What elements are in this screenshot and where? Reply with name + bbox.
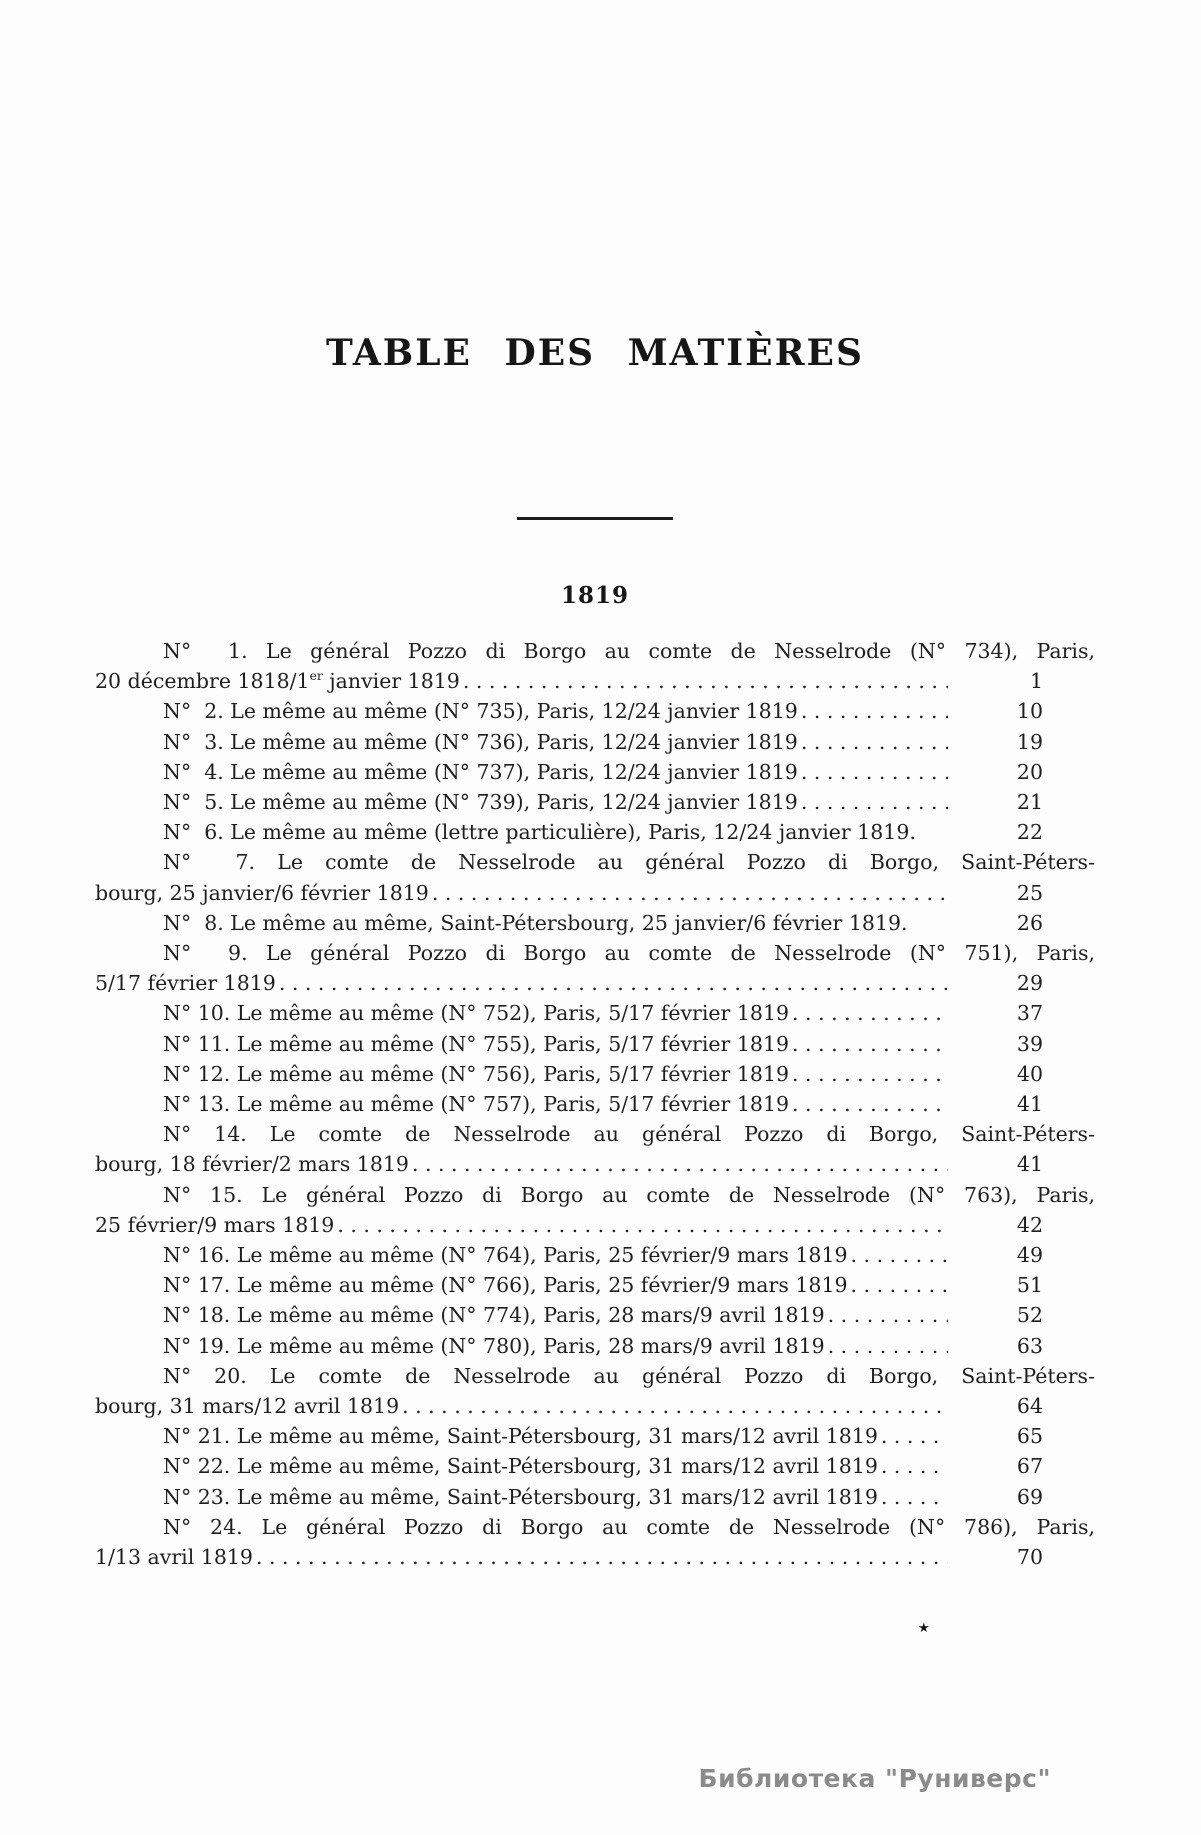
toc-entry-10 bbox=[95, 998, 1095, 1028]
toc-entry-text: N° 5. Le même au même (N° 739), Paris, 12/24 janvier 1819 bbox=[163, 790, 798, 815]
ordinal-superscript: er bbox=[309, 669, 323, 684]
toc-entry-page-number: 40 bbox=[1016, 1061, 1043, 1086]
toc-entry-text: N° 11. Le même au même (N° 755), Paris, 5/17 février 1819 bbox=[163, 1031, 790, 1056]
toc-entry-text: N° 13. Le même au même (N° 757), Paris, 5/17 février 1819 bbox=[163, 1092, 790, 1117]
toc-entry-page-number: 63 bbox=[1016, 1333, 1043, 1358]
toc-entry-4 bbox=[95, 757, 1095, 787]
toc-entry-text: N° 8. Le même au même, Saint-Pétersbourg, 25 janvier/6 février 1819. bbox=[163, 910, 908, 935]
dot-leader bbox=[828, 1331, 948, 1361]
dot-leader bbox=[279, 968, 948, 998]
dot-leader bbox=[801, 757, 948, 787]
dot-leader bbox=[337, 1210, 948, 1240]
dot-leader bbox=[792, 1059, 948, 1089]
toc-entry-text: N° 16. Le même au même (N° 764), Paris, 25 février/9 mars 1819 bbox=[163, 1243, 848, 1268]
dot-leader bbox=[851, 1270, 948, 1300]
dot-leader bbox=[801, 787, 948, 817]
toc-entry-text: N° 18. Le même au même (N° 774), Paris, 28 mars/9 avril 1819 bbox=[163, 1303, 825, 1328]
toc-entry-page-number: 64 bbox=[1016, 1394, 1043, 1419]
toc-entry-12 bbox=[95, 1059, 1095, 1089]
toc-entry-21 bbox=[95, 1421, 1095, 1451]
toc-entry-8 bbox=[95, 908, 1095, 938]
toc-entry-17 bbox=[95, 1270, 1095, 1300]
dot-leader bbox=[828, 1300, 948, 1330]
dot-leader bbox=[801, 727, 948, 757]
toc-entry-text: N° 17. Le même au même (N° 766), Paris, 25 février/9 mars 1819 bbox=[163, 1273, 848, 1298]
toc-entry-continuation-text: bourg, 31 mars/12 avril 1819 bbox=[95, 1394, 400, 1419]
toc-entry-continuation-text: bourg, 18 février/2 mars 1819 bbox=[95, 1152, 409, 1177]
dot-leader bbox=[792, 1089, 948, 1119]
toc-entry-text: N° 12. Le même au même (N° 756), Paris, 5/17 février 1819 bbox=[163, 1061, 790, 1086]
toc-entry-text: N° 10. Le même au même (N° 752), Paris, 5/17 février 1819 bbox=[163, 1001, 790, 1026]
toc-entry-9-line2 bbox=[95, 968, 1095, 998]
dot-leader bbox=[881, 1451, 948, 1481]
toc-entry-page-number: 65 bbox=[1016, 1424, 1043, 1449]
toc-entry-continuation-text: 1/13 avril 1819 bbox=[95, 1545, 253, 1570]
toc-entry-continuation-text: 5/17 février 1819 bbox=[95, 971, 276, 996]
title-divider-rule bbox=[517, 517, 673, 520]
toc-entry-page-number: 70 bbox=[1016, 1545, 1043, 1570]
toc-entry-continuation-text: bourg, 25 janvier/6 février 1819 bbox=[95, 880, 429, 905]
toc-entry-page-number: 67 bbox=[1016, 1454, 1043, 1479]
toc-entry-page-number: 10 bbox=[1016, 699, 1043, 724]
toc-entry-page-number: 39 bbox=[1016, 1031, 1043, 1056]
toc-entry-page-number: 41 bbox=[1016, 1092, 1043, 1117]
toc-entry-7-line1: N° 7. Le comte de Nesselrode au général Pozzo di Borgo, Saint-Péters- bbox=[163, 850, 1095, 875]
toc-entry-text: N° 4. Le même au même (N° 737), Paris, 12/24 janvier 1819 bbox=[163, 759, 798, 784]
library-watermark: Библиотека "Руниверс" bbox=[698, 1764, 1051, 1793]
toc-entry-13 bbox=[95, 1089, 1095, 1119]
toc-entry-page-number: 19 bbox=[1016, 729, 1043, 754]
toc-entry-text: N° 21. Le même au même, Saint-Pétersbourg, 31 mars/12 avril 1819 bbox=[163, 1424, 878, 1449]
toc-entry-text: N° 2. Le même au même (N° 735), Paris, 12/24 janvier 1819 bbox=[163, 699, 798, 724]
toc-entry-11 bbox=[95, 1029, 1095, 1059]
toc-entry-page-number: 1 bbox=[1029, 669, 1043, 694]
toc-entry-1-line1: N° 1. Le général Pozzo di Borgo au comte de Nesselrode (N° 734), Paris, bbox=[163, 639, 1095, 663]
toc-entry-9-line1: N° 9. Le général Pozzo di Borgo au comte de Nesselrode (N° 751), Paris, bbox=[163, 941, 1095, 966]
page-title: TABLE DES MATIÈRES bbox=[326, 332, 864, 374]
toc-entry-page-number: 42 bbox=[1016, 1212, 1043, 1237]
toc-entries bbox=[95, 636, 1095, 1572]
toc-entry-16 bbox=[95, 1240, 1095, 1270]
toc-entry-page-number: 21 bbox=[1016, 790, 1043, 815]
year-section-heading: 1819 bbox=[560, 582, 629, 609]
toc-entry-15-line2 bbox=[95, 1210, 1095, 1240]
dot-leader bbox=[463, 666, 948, 696]
toc-entry-text: N° 22. Le même au même, Saint-Pétersbourg, 31 mars/12 avril 1819 bbox=[163, 1454, 878, 1479]
toc-entry-22 bbox=[95, 1451, 1095, 1481]
toc-entry-page-number: 25 bbox=[1016, 880, 1043, 905]
toc-entry-page-number: 52 bbox=[1016, 1303, 1043, 1328]
toc-entry-7-line2 bbox=[95, 878, 1095, 908]
dot-leader bbox=[881, 1421, 948, 1451]
toc-entry-14-line2 bbox=[95, 1149, 1095, 1179]
dot-leader bbox=[402, 1391, 948, 1421]
toc-entry-24-line2 bbox=[95, 1542, 1095, 1572]
dot-leader bbox=[432, 878, 948, 908]
toc-entry-page-number: 26 bbox=[1016, 910, 1043, 935]
toc-entry-page-number: 51 bbox=[1016, 1273, 1043, 1298]
toc-content bbox=[95, 0, 1095, 1572]
toc-entry-text: N° 6. Le même au même (lettre particulière), Paris, 12/24 janvier 1819. bbox=[163, 820, 916, 845]
toc-entry-2 bbox=[95, 696, 1095, 726]
toc-entry-1-line2 bbox=[95, 666, 1095, 696]
toc-entry-5 bbox=[95, 787, 1095, 817]
toc-entry-page-number: 37 bbox=[1016, 1001, 1043, 1026]
dot-leader bbox=[801, 696, 948, 726]
footer-star-ornament: ★ bbox=[918, 1621, 930, 1636]
toc-entry-text: N° 23. Le même au même, Saint-Pétersbourg, 31 mars/12 avril 1819 bbox=[163, 1484, 878, 1509]
toc-entry-24-line1: N° 24. Le général Pozzo di Borgo au comte de Nesselrode (N° 786), Paris, bbox=[163, 1514, 1095, 1539]
toc-entry-page-number: 22 bbox=[1016, 820, 1043, 845]
toc-entry-6 bbox=[95, 817, 1095, 847]
dot-leader bbox=[881, 1482, 948, 1512]
toc-entry-continuation-text: 25 février/9 mars 1819 bbox=[95, 1212, 335, 1237]
dot-leader bbox=[792, 1029, 948, 1059]
toc-entry-3 bbox=[95, 727, 1095, 757]
dot-leader bbox=[851, 1240, 948, 1270]
toc-entry-page-number: 69 bbox=[1016, 1484, 1043, 1509]
toc-entry-18 bbox=[95, 1300, 1095, 1330]
toc-entry-page-number: 29 bbox=[1016, 971, 1043, 996]
toc-entry-19 bbox=[95, 1331, 1095, 1361]
toc-entry-continuation-text: 20 décembre 1818/1er janvier 1819 bbox=[95, 669, 460, 694]
toc-entry-23 bbox=[95, 1482, 1095, 1512]
toc-entry-14-line1: N° 14. Le comte de Nesselrode au général Pozzo di Borgo, Saint-Péters- bbox=[163, 1122, 1095, 1147]
toc-entry-page-number: 41 bbox=[1016, 1152, 1043, 1177]
toc-entry-20-line2 bbox=[95, 1391, 1095, 1421]
dot-leader bbox=[412, 1149, 948, 1179]
toc-entry-20-line1: N° 20. Le comte de Nesselrode au général Pozzo di Borgo, Saint-Péters- bbox=[163, 1363, 1095, 1388]
dot-leader bbox=[792, 998, 948, 1028]
dot-leader bbox=[256, 1542, 948, 1572]
toc-entry-text: N° 19. Le même au même (N° 780), Paris, 28 mars/9 avril 1819 bbox=[163, 1333, 825, 1358]
toc-entry-15-line1: N° 15. Le général Pozzo di Borgo au comte de Nesselrode (N° 763), Paris, bbox=[163, 1182, 1095, 1207]
toc-entry-page-number: 20 bbox=[1016, 759, 1043, 784]
toc-entry-text: N° 3. Le même au même (N° 736), Paris, 12/24 janvier 1819 bbox=[163, 729, 798, 754]
toc-entry-page-number: 49 bbox=[1016, 1243, 1043, 1268]
